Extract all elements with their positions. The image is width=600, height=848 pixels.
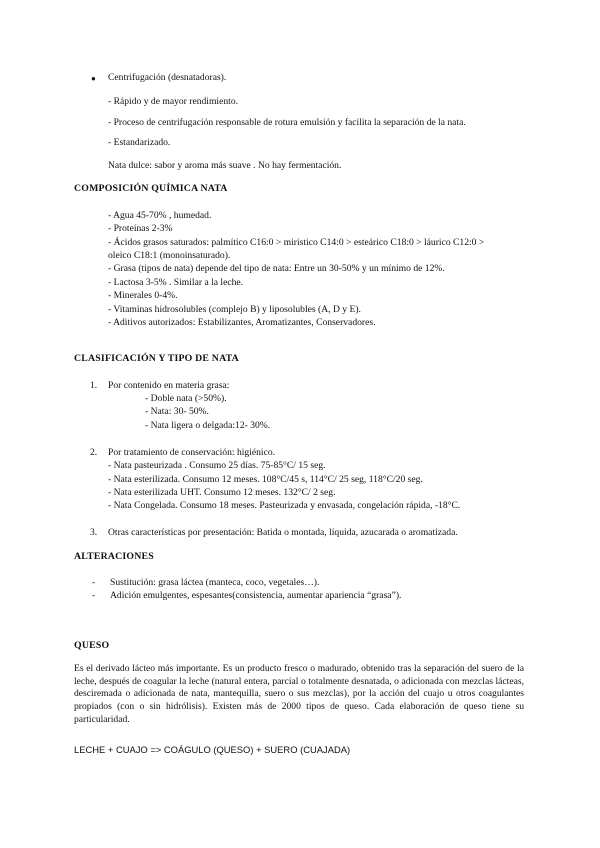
classification-sub: - Nata esterilizada. Consumo 12 meses. 108°C/45 s, 114°C/ 25 seg, 118°C/20 seg.: [108, 474, 423, 485]
centrifugation-note: Nata dulce: sabor y aroma más suave . No hay fermentación.: [108, 160, 342, 171]
centrifugation-item: - Proceso de centrifugación responsable de rotura emulsión y facilita la separación de la nata.: [108, 117, 466, 128]
classification-sub: - Nata Congelada. Consumo 18 meses. Pasteurizada y envasada, congelación rápida, -18°C.: [108, 500, 461, 511]
list-number: 3.: [90, 527, 98, 538]
centrifugation-title: Centrifugación (desnatadoras).: [108, 72, 227, 83]
composition-line: - Lactosa 3-5% . Similar a la leche.: [108, 277, 244, 288]
composition-line: - Proteínas 2-3%: [108, 223, 173, 234]
classification-sub: - Nata: 30- 50%.: [145, 406, 209, 417]
section-heading-composition: COMPOSICIÓN QUÍMICA NATA: [74, 183, 228, 194]
composition-line: - Agua 45-70% , humedad.: [108, 210, 212, 221]
classification-sub: - Nata pasteurizada . Consumo 25 días. 75-85°C/ 15 seg.: [108, 460, 326, 471]
section-heading-classification: CLASIFICACIÓN Y TIPO DE NATA: [74, 353, 239, 364]
classification-sub: - Doble nata (>50%).: [145, 393, 227, 404]
composition-line: - Vitaminas hidrosolubles (complejo B) y liposolubles (A, D y E).: [108, 304, 361, 315]
section-heading-alterations: ALTERACIONES: [74, 551, 154, 562]
centrifugation-item: - Rápido y de mayor rendimiento.: [108, 96, 239, 107]
list-dash: -: [92, 590, 96, 601]
composition-line: - Ácidos grasos saturados: palmítico C16:0 > mirístico C14:0 > esteárico C18:0 > láurico C12:0 >: [108, 237, 485, 248]
composition-line: oleico C18:1 (monoinsaturado).: [108, 250, 231, 261]
classification-sub: - Nata esterilizada UHT. Consumo 12 meses. 132°C/ 2 seg.: [108, 487, 336, 498]
composition-line: - Aditivos autorizados: Estabilizantes, Aromatizantes, Conservadores.: [108, 317, 376, 328]
classification-sub: - Nata ligera o delgada:12- 30%.: [145, 420, 271, 431]
classification-title: Por contenido en materia grasa:: [108, 380, 230, 391]
alteration-item: Adición emulgentes, espesantes(consistencia, aumentar apariencia “grasa”).: [110, 590, 402, 601]
classification-title: Otras características por presentación: Batida o montada, líquida, azucarada o aromatizada.: [108, 527, 458, 538]
composition-line: - Grasa (tipos de nata) depende del tipo de nata: Entre un 30-50% y un mínimo de 12%.: [108, 263, 445, 274]
list-dash: -: [92, 577, 96, 588]
bullet-icon: ●: [91, 74, 96, 83]
centrifugation-item: - Estandarizado.: [108, 137, 171, 148]
list-number: 2.: [90, 447, 98, 458]
cheese-paragraph: Es el derivado lácteo más importante. Es un producto fresco o madurado, obtenido tras la separación del suero de la leche, después de coagular la leche (natural entera, parcial o totalmente desnatada, o adicionada con mezclas lácteas, desciremada o adicionada de nata, mantequilla, suero o sus mezclas), por la acción del cuajo u otros coagulantes propiados (con o sin hidrólisis). Existen más de 2000 tipos de queso. Cada elaboración de queso tiene su particularidad.: [74, 663, 524, 725]
composition-line: - Minerales 0-4%.: [108, 290, 178, 301]
classification-title: Por tratamiento de conservación: higiénico.: [108, 447, 276, 458]
cheese-formula: LECHE + CUAJO => COÁGULO (QUESO) + SUERO (CUAJADA): [74, 744, 351, 755]
list-number: 1.: [90, 380, 98, 391]
alteration-item: Sustitución: grasa láctea (manteca, coco, vegetales…).: [110, 577, 320, 588]
section-heading-cheese: QUESO: [74, 640, 110, 651]
